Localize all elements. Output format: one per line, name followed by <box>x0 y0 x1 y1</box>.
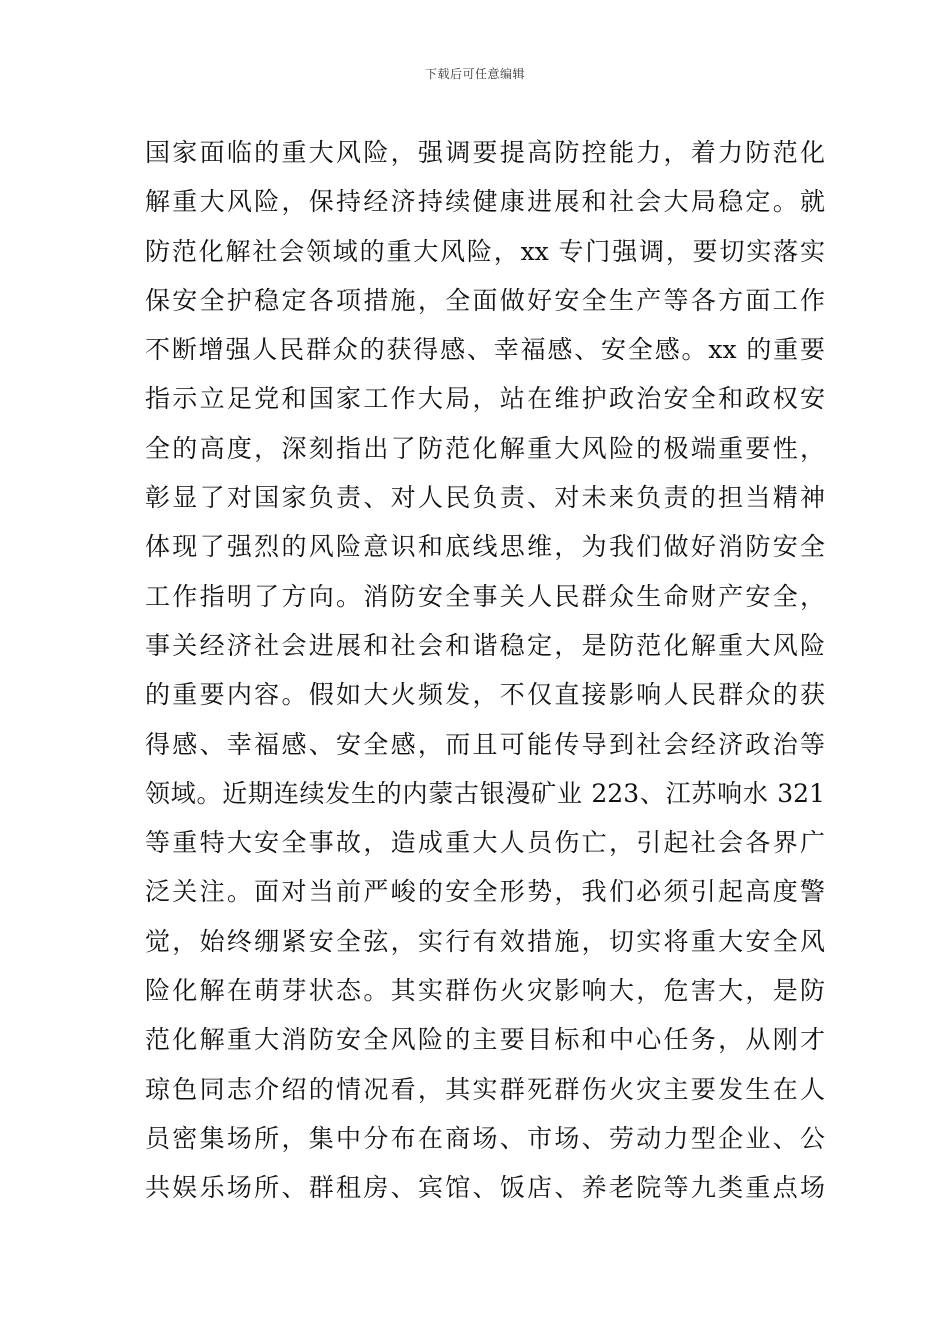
text-line: 共娱乐场所、群租房、宾馆、饭店、养老院等九类重点场 <box>145 1173 825 1203</box>
text-line: 的重要内容。假如大火频发，不仅直接影响人民群众的获 <box>145 680 825 710</box>
text-line: 事关经济社会进展和社会和谐稳定，是防范化解重大风险 <box>145 630 825 660</box>
text-line: 体现了强烈的风险意识和底线思维，为我们做好消防安全 <box>145 532 825 562</box>
text-line: 险化解在萌芽状态。其实群伤火灾影响大，危害大，是防 <box>145 976 825 1006</box>
text-line: 得感、幸福感、安全感，而且可能传导到社会经济政治等 <box>145 729 825 759</box>
text-line: 保安全护稳定各项措施，全面做好安全生产等各方面工作 <box>145 285 825 315</box>
text-line: 领域。近期连续发生的内蒙古银漫矿业 223、江苏响水 321 <box>145 778 825 808</box>
text-line: 等重特大安全事故，造成重大人员伤亡，引起社会各界广 <box>145 828 825 858</box>
text-line: 工作指明了方向。消防安全事关人民群众生命财产安全， <box>145 581 825 611</box>
text-line: 防范化解社会领域的重大风险，xx 专门强调，要切实落实 <box>145 236 825 266</box>
text-line: 不断增强人民群众的获得感、幸福感、安全感。xx 的重要 <box>145 335 825 365</box>
text-line: 泛关注。面对当前严峻的安全形势，我们必须引起高度警 <box>145 877 825 907</box>
text-line: 解重大风险，保持经济持续健康进展和社会大局稳定。就 <box>145 187 825 217</box>
text-line: 全的高度，深刻指出了防范化解重大风险的极端重要性， <box>145 433 825 463</box>
text-line: 琼色同志介绍的情况看，其实群死群伤火灾主要发生在人 <box>145 1074 825 1104</box>
text-line: 国家面临的重大风险，强调要提高防控能力，着力防范化 <box>145 138 825 167</box>
text-line: 指示立足党和国家工作大局，站在维护政治安全和政权安 <box>145 384 825 414</box>
document-body <box>145 128 825 1213</box>
page-header: 下载后可任意编辑 <box>424 67 525 81</box>
text-line: 范化解重大消防安全风险的主要目标和中心任务，从刚才 <box>145 1025 825 1055</box>
text-line: 觉，始终绷紧安全弦，实行有效措施，切实将重大安全风 <box>145 926 825 956</box>
text-line: 员密集场所，集中分布在商场、市场、劳动力型企业、公 <box>145 1123 825 1153</box>
text-line: 彰显了对国家负责、对人民负责、对未来负责的担当精神 <box>145 483 825 513</box>
